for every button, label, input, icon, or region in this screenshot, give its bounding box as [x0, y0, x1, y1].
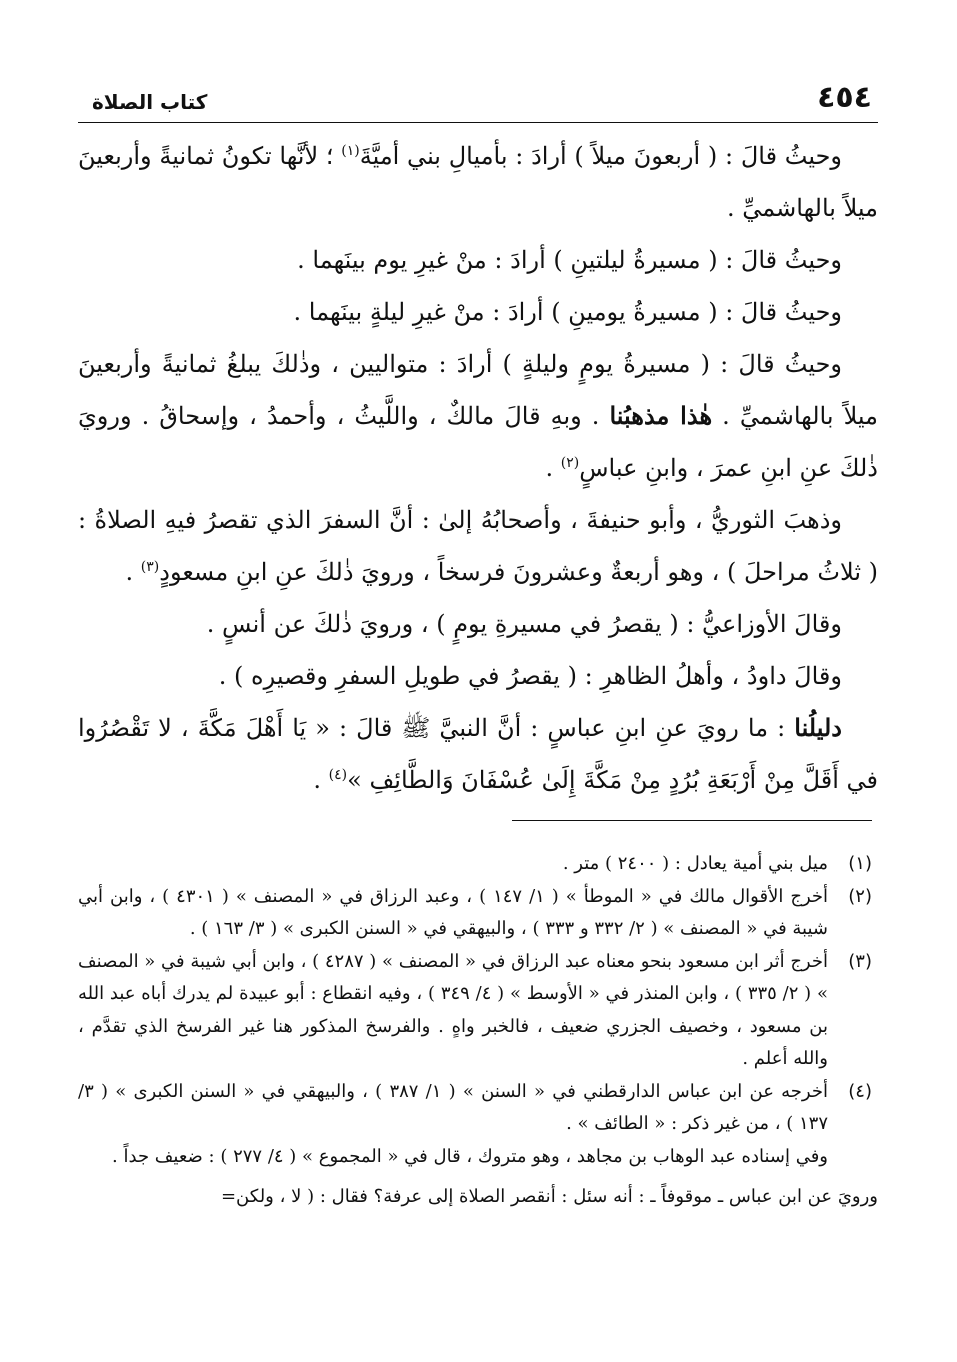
footnotes	[78, 848, 878, 1214]
paragraph-dawud: وقالَ داودُ ، وأهلُ الظاهرِ : ( يقصرُ في طويلِ السفرِ وقصيرِه ) .	[218, 662, 842, 690]
book-page	[78, 78, 878, 1348]
paragraph-thawri: وذهبَ الثوريُّ ، وأبو حنيفةَ ، وأصحابُهُ إلىٰ : أنَّ السفرَ الذي تقصرُ فيهِ الصلاةُ : ( ثلاثُ مراحلَ ) ، وهو أربعةٌ وعشرونَ فرسخاً ، ورويَ ذٰلكَ عنِ ابنِ مسعودٍ$^{(٣)}$ .	[78, 506, 878, 586]
footnote-2	[78, 881, 878, 946]
paragraph-forty-miles: وحيثُ قالَ : ( أربعونَ ميلاً ) أرادَ : بأميالِ بني أميَّةَ$^{(١)}$ ؛ لأنَّها تكونُ ثمانيةً وأربعينَ ميلاً بالهاشميِّ .	[78, 142, 878, 222]
footnote-4	[78, 1076, 878, 1141]
footnote-separator	[512, 820, 872, 821]
footnote-text: أخرجه عن ابن عباس الدارقطني في « السنن » ( ١/ ٣٨٧ ) ، والبيهقي في « السنن الكبرى » ( ٣/ ١٣٧ ) ، من غير ذكر : « الطائف » .	[78, 1080, 828, 1134]
footnote-3	[78, 946, 878, 1076]
paragraph-two-nights: وحيثُ قالَ : ( مسيرةُ ليلتينِ ) أرادَ : منْ غيرِ يوم بينَهما .	[297, 246, 842, 274]
page-number: ٤٥٤	[817, 80, 872, 115]
paragraph-two-days: وحيثُ قالَ : ( مسيرةُ يومينِ ) أرادَ : منْ غيرِ ليلةٍ بينَهما .	[293, 298, 842, 326]
footnote-ref-3: (٣)	[140, 559, 160, 575]
footnote-text: أخرج الأقوال مالك في « الموطأ » ( ١/ ١٤٧ ) ، وعبد الرزاق في « المصنف » ( ٤٣٠١ ) ، وابن أبي شيبة في « المصنف » ( ٢/ ٣٣٢ و ٣٣٣ ) ، والبيهقي في « السنن الكبرى » ( ٣/ ١٦٣ ) .	[78, 885, 828, 939]
running-title: كتاب الصلاة	[92, 90, 208, 114]
page-header	[78, 78, 878, 123]
paragraph-evidence: دليلُنا : ما رويَ عنِ ابنِ عباسٍ : أنَّ النبيَّ ﷺ قالَ : « يَا أَهْلَ مَكَّةَ ، لا تَقْصُرُوا في أَقَلَّ مِنْ أَرْبَعَةِ بُرُدٍ مِنْ مَكَّةَ إِلَىٰ عُسْفَانَ وَالطَّائِفِ »$^{(٤)}$ .	[78, 713, 878, 794]
footnote-text: أخرج أثر ابن مسعود بنحو معناه عبد الرزاق في « المصنف » ( ٤٢٨٧ ) ، وابن أبي شيبة في « المصنف » ( ٢/ ٣٣٥ ) ، وابن المنذر في « الأوسط » ( ٤/ ٣٤٩ ) ، وفيه انقطاع : أبو عبيدة لم يدرك أباه عبد الله بن مسعود ، وخصيف الجزري ضعيف ، فالخبر واهٍ . والفرسخ المذكور هنا غير الفرسخ الذي تقدَّم ، والله أعلم .	[78, 950, 829, 1069]
footnote-4-continuation: وفي إسناده عبد الوهاب بن مجاهد ، وهو متروك ، قال في « المجموع » ( ٤/ ٢٧٧ ) : ضعيف جداً .	[112, 1145, 828, 1167]
footnote-number: (٤)	[848, 1080, 872, 1102]
footnote-ref-1: (١)	[341, 143, 360, 159]
footnote-number: (١)	[848, 853, 872, 874]
paragraph-day-and-night: وحيثُ قالَ : ( مسيرةُ يومٍ وليلةٍ ) أرادَ : متواليين ، وذٰلكَ يبلغُ ثمانيةً وأربعينَ ميلاً بالهاشميِّ . هٰذا مذهبُنا . وبهِ قالَ مالكٌ ، واللَّيثُ ، وأحمدُ ، وإسحاقُ . ورويَ ذٰلكَ عنِ ابنِ عمرَ ، وابنِ عباسٍ$^{(٢)}$ .	[78, 350, 878, 482]
our-madhhab-phrase: هٰذا مذهبُنا	[609, 401, 713, 430]
paragraph-awzai: وقالَ الأوزاعيُّ : ( يقصرُ في مسيرةِ يومٍ ) ، ورويَ ذٰلكَ عن أنسٍ .	[206, 610, 842, 638]
footnote-text: ميل بني أمية يعادل : ( ٢٤٠٠ ) متر .	[562, 853, 828, 874]
evidence-lead: دليلُنا	[794, 713, 842, 742]
footnote-number: (٣)	[848, 950, 872, 972]
footnote-ref-4: (٤)	[328, 767, 348, 783]
footnote-carryover-line: ورويَ عن ابن عباس ـ موقوفاً ـ : أنه سئل : أنقصر الصلاة إلى عرفة؟ فقال : ( لا ، ولكن=	[220, 1186, 878, 1207]
footnote-1	[78, 848, 878, 881]
footnote-number: (٢)	[848, 885, 872, 907]
footnote-ref-2: (٢)	[560, 455, 580, 471]
main-text	[78, 130, 878, 806]
